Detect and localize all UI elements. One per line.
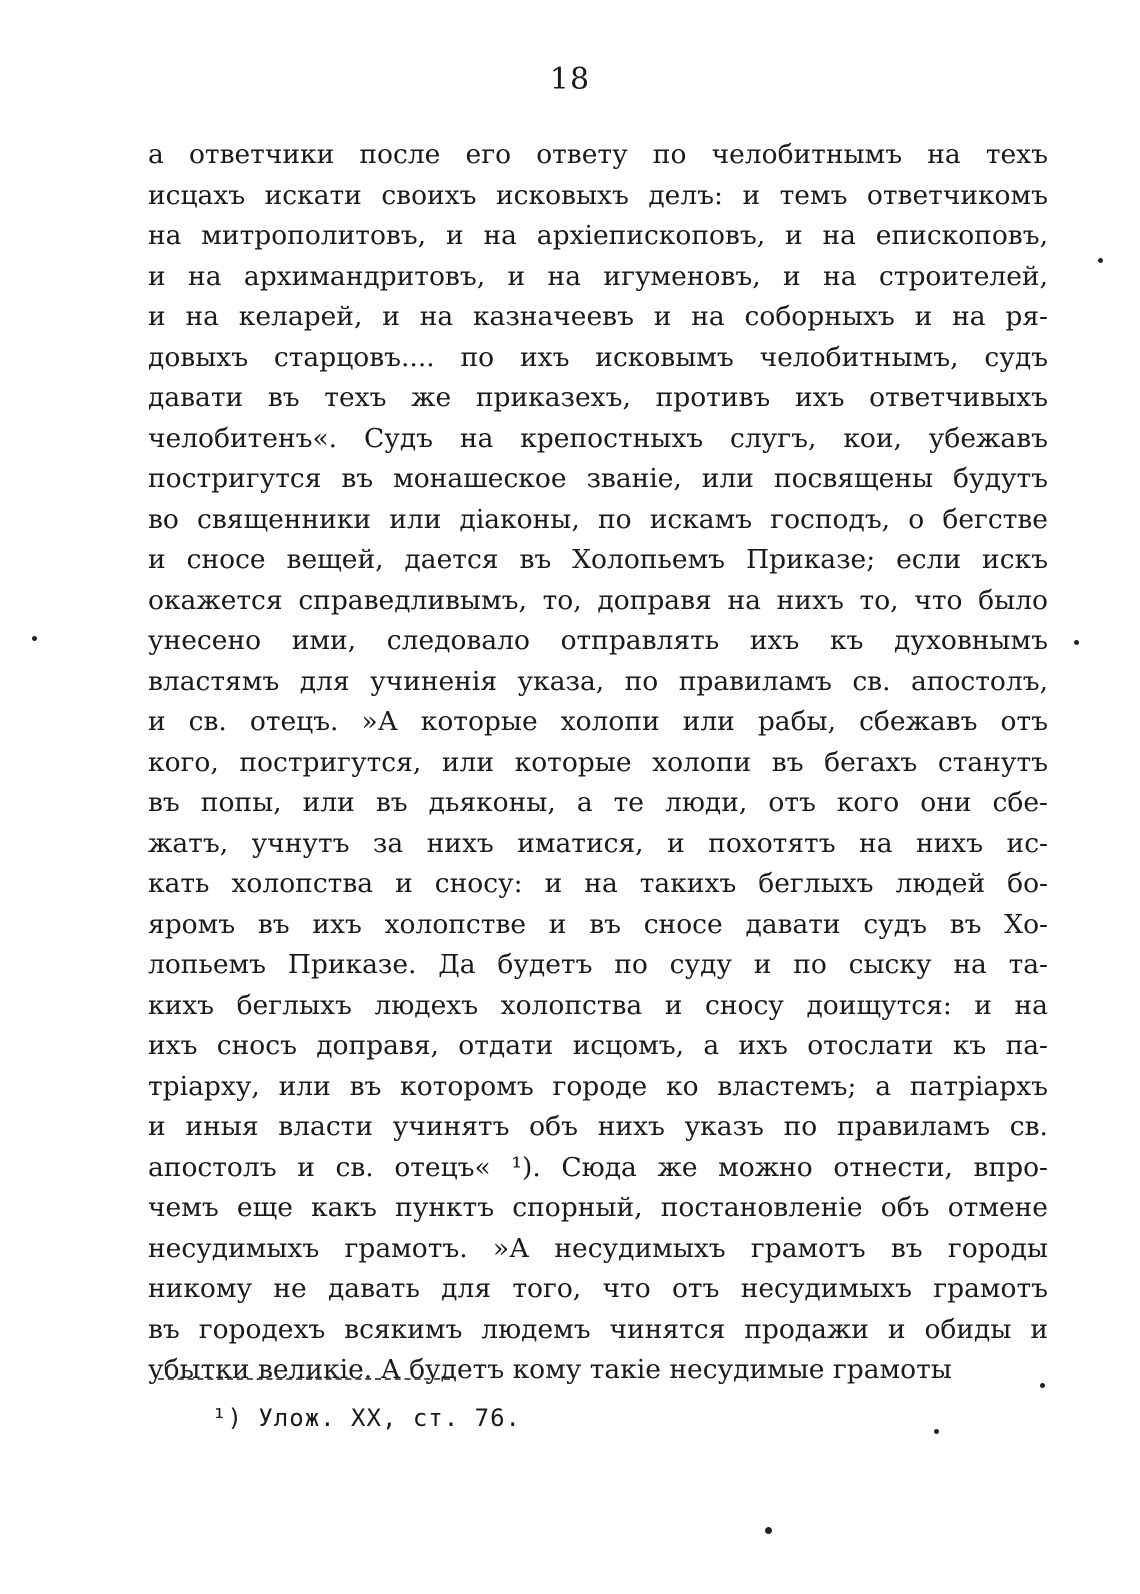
scan-speck [765, 1527, 772, 1534]
text-line: довыхъ старцовъ.... по ихъ исковымъ челобитнымъ, судъ [148, 341, 1048, 373]
text-line: и св. отецъ. »А которые холопи или рабы, сбежавъ отъ [148, 706, 1048, 737]
page-number: 18 [549, 62, 591, 97]
text-line: исцахъ искати своихъ исковыхъ делъ: и темъ ответчикомъ [148, 179, 1048, 211]
text-line: во священники или дiаконы, по искамъ господъ, о бегстве [148, 503, 1048, 535]
text-line: трiарху, или въ которомъ городе ко властемъ; а патрiархъ [148, 1070, 1048, 1102]
text-line: чемъ еще какъ пунктъ спорный, постановленiе объ отмене [148, 1192, 1048, 1223]
scan-speck [1040, 1383, 1045, 1388]
text-line: апостолъ и св. отецъ« ¹). Сюда же можно отнести, впро- [148, 1151, 1048, 1183]
scan-speck [1074, 640, 1079, 645]
scan-speck [934, 1429, 939, 1434]
text-line: въ попы, или въ дьяконы, а те люди, отъ кого они сбе- [148, 787, 1048, 818]
text-line: властямъ для учиненiя указа, по правиламъ св. апостолъ, [148, 665, 1048, 697]
footnote: ¹) Улож. XX, ст. 76. [212, 1404, 521, 1432]
text-line: кихъ беглыхъ людехъ холопства и сносу доищутся: и на [148, 989, 1048, 1021]
text-line: и на келарей, и на казначеевъ и на соборныхъ и на ря- [148, 301, 1048, 332]
text-line: лопьемъ Приказе. Да будетъ по суду и по сыску на та- [148, 949, 1048, 980]
text-line: а ответчики после его ответу по челобитнымъ на техъ [148, 139, 1048, 170]
text-line: окажется справедливымъ, то, доправя на нихъ то, что было [148, 584, 1048, 616]
scan-speck [1098, 258, 1103, 263]
text-line: и на архимандритовъ, и на игуменовъ, и на строителей, [148, 260, 1048, 292]
text-line: унесено ими, следовало отправлять ихъ къ духовнымъ [148, 625, 1048, 656]
text-line: челобитенъ«. Судъ на крепостныхъ слугъ, кои, убежавъ [148, 422, 1048, 454]
text-line: убытки великiе. А будетъ кому такiе несудимые грамоты [148, 1354, 952, 1385]
footnote-divider [158, 1378, 450, 1380]
text-line: никому не давать для того, что отъ несудимыхъ грамотъ [148, 1273, 1048, 1304]
text-line: ихъ сносъ доправя, отдати исцомъ, а ихъ отослати къ па- [148, 1030, 1048, 1061]
body-text [148, 135, 1048, 1391]
text-line: давати въ техъ же приказехъ, противъ ихъ ответчивыхъ [148, 382, 1048, 413]
text-line: несудимыхъ грамотъ. »А несудимыхъ грамотъ въ городы [148, 1232, 1048, 1264]
text-line: постригутся въ монашеское званiе, или посвящены будутъ [148, 463, 1048, 494]
text-line: и иныя власти учинятъ объ нихъ указъ по правиламъ св. [148, 1111, 1048, 1142]
scan-speck [32, 636, 37, 641]
text-line: и сносе вещей, дается въ Холопьемъ Приказе; если искъ [148, 544, 1048, 575]
text-line: кого, постригутся, или которые холопи въ бегахъ станутъ [148, 746, 1048, 778]
text-line: яромъ въ ихъ холопстве и въ сносе давати судъ въ Хо- [148, 908, 1048, 940]
text-line: жатъ, учнутъ за нихъ иматися, и похотятъ на нихъ ис- [148, 827, 1048, 859]
text-line: кать холопства и сносу: и на такихъ беглыхъ людей бо- [148, 868, 1048, 899]
text-line: въ городехъ всякимъ людемъ чинятся продажи и обиды и [148, 1313, 1048, 1345]
text-line: на митрополитовъ, и на архiепископовъ, и на епископовъ, [148, 220, 1048, 251]
